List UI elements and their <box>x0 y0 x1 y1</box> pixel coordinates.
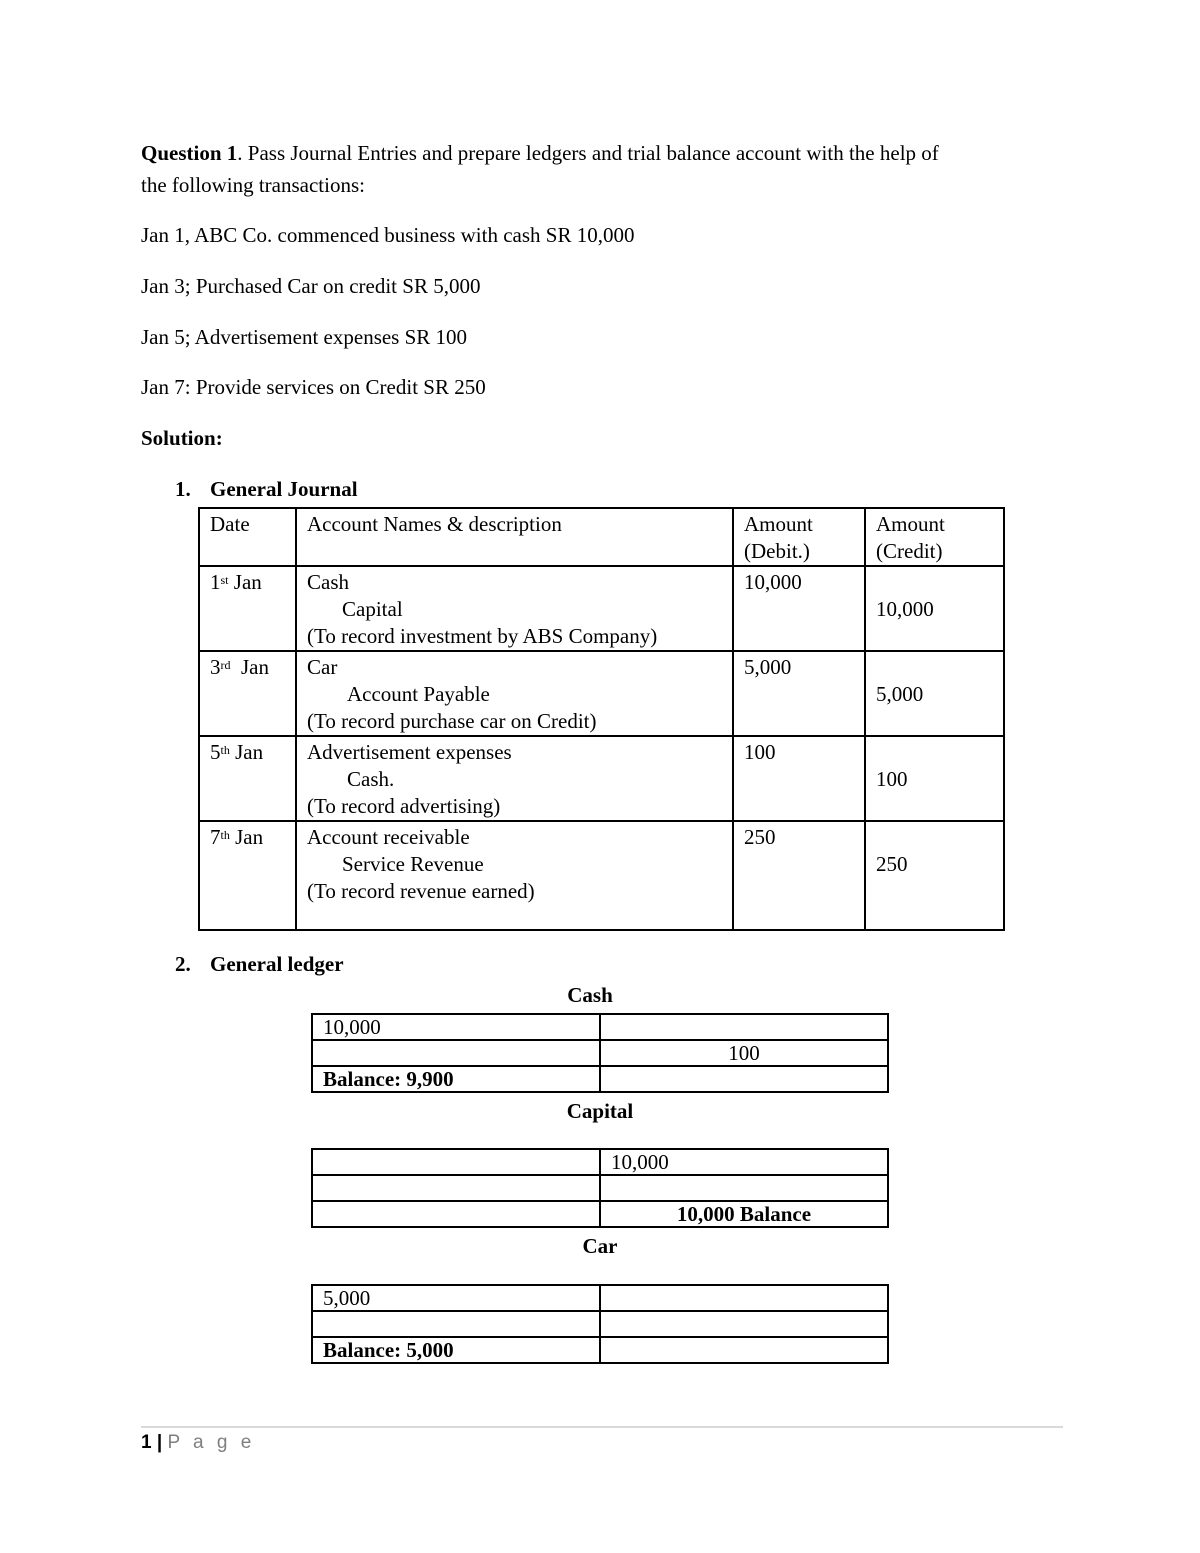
footer-divider <box>141 1426 1063 1428</box>
car-ledger-table <box>311 1284 889 1364</box>
entry-accounts <box>296 566 733 651</box>
entry-credit <box>865 566 1004 651</box>
cash-balance: Balance: 9,900 <box>312 1066 600 1092</box>
date-suffix: th <box>220 743 230 757</box>
col-date-header: Date <box>199 508 296 566</box>
debit-account: Advertisement expenses <box>307 740 512 764</box>
page-separator: | <box>151 1432 168 1453</box>
entry-date <box>199 651 296 736</box>
cash-credit-entry: 100 <box>600 1040 888 1066</box>
capital-debit-entry <box>312 1201 600 1227</box>
page-footer <box>141 1432 255 1454</box>
entry-credit <box>865 736 1004 821</box>
capital-debit-entry <box>312 1149 600 1175</box>
debit-account: Cash <box>307 570 349 594</box>
capital-ledger-title: Capital <box>566 1099 634 1123</box>
entry-credit <box>865 651 1004 736</box>
cash-credit-entry <box>600 1014 888 1040</box>
entry-memo: (To record purchase car on Credit) <box>307 709 597 733</box>
capital-credit-entry <box>600 1175 888 1201</box>
transaction-4: Jan 7: Provide services on Credit SR 250 <box>141 375 486 399</box>
car-ledger-title: Car <box>582 1234 618 1258</box>
col-debit-header <box>733 508 865 566</box>
cash-ledger-table <box>311 1013 889 1093</box>
transaction-3: Jan 5; Advertisement expenses SR 100 <box>141 325 468 349</box>
cash-credit-entry <box>600 1066 888 1092</box>
ledger-row <box>312 1311 888 1337</box>
date-day: 7 <box>210 825 221 849</box>
entry-memo: (To record revenue earned) <box>307 879 535 903</box>
ledger-row <box>312 1285 888 1311</box>
capital-debit-entry <box>312 1175 600 1201</box>
page-number: 1 <box>141 1432 152 1453</box>
journal-heading-text: General Journal <box>210 477 358 501</box>
journal-row <box>199 651 1004 736</box>
journal-row <box>199 566 1004 651</box>
credit-amount: 100 <box>876 767 908 791</box>
entry-accounts <box>296 651 733 736</box>
cash-debit-entry <box>312 1040 600 1066</box>
general-journal-table <box>198 507 1005 931</box>
ledger-row <box>312 1175 888 1201</box>
date-month: Jan <box>229 825 264 849</box>
credit-amount: 5,000 <box>876 682 924 706</box>
date-day: 5 <box>210 740 221 764</box>
entry-accounts <box>296 736 733 821</box>
capital-credit-entry: 10,000 <box>600 1149 888 1175</box>
ledger-row <box>312 1201 888 1227</box>
journal-header-row <box>199 508 1004 566</box>
ledger-row <box>312 1337 888 1363</box>
car-credit-entry <box>600 1311 888 1337</box>
col-credit-line2: (Credit) <box>876 539 943 563</box>
transaction-1: Jan 1, ABC Co. commenced business with cash SR 10,000 <box>141 223 635 247</box>
car-debit-entry: 5,000 <box>312 1285 600 1311</box>
question-text-2: the following transactions: <box>141 173 365 197</box>
entry-memo: (To record advertising) <box>307 794 501 818</box>
ledger-row <box>312 1040 888 1066</box>
ledger-heading-num: 2. <box>175 952 191 976</box>
journal-heading <box>175 477 358 502</box>
entry-debit: 100 <box>733 736 865 821</box>
car-balance: Balance: 5,000 <box>312 1337 600 1363</box>
question-line-1 <box>141 141 939 166</box>
cash-ledger-title: Cash <box>567 983 613 1007</box>
ledger-heading <box>175 952 344 977</box>
ledger-row <box>312 1066 888 1092</box>
entry-date <box>199 736 296 821</box>
page-label: P a g e <box>167 1432 256 1453</box>
car-credit-entry <box>600 1337 888 1363</box>
date-suffix: st <box>220 573 229 587</box>
debit-account: Account receivable <box>307 825 470 849</box>
col-debit-line1: Amount <box>744 512 813 536</box>
entry-debit: 250 <box>733 821 865 930</box>
car-debit-entry <box>312 1311 600 1337</box>
question-label: Question 1 <box>141 141 238 165</box>
ledger-heading-text: General ledger <box>210 952 344 976</box>
journal-row <box>199 821 1004 930</box>
question-text-1: . Pass Journal Entries and prepare ledgers and trial balance account with the help of <box>237 141 939 165</box>
date-suffix: th <box>220 828 230 842</box>
date-month: Jan <box>228 570 262 594</box>
entry-memo: (To record investment by ABS Company) <box>307 624 658 648</box>
date-day: 1 <box>210 570 221 594</box>
credit-account: Account Payable <box>347 682 490 706</box>
car-credit-entry <box>600 1285 888 1311</box>
transaction-2: Jan 3; Purchased Car on credit SR 5,000 <box>141 274 481 298</box>
journal-row <box>199 736 1004 821</box>
entry-date <box>199 821 296 930</box>
entry-credit <box>865 821 1004 930</box>
capital-ledger-table <box>311 1148 889 1228</box>
date-month: Jan <box>230 655 269 679</box>
date-day: 3 <box>210 655 221 679</box>
entry-date <box>199 566 296 651</box>
credit-amount: 250 <box>876 852 908 876</box>
entry-debit: 5,000 <box>733 651 865 736</box>
date-suffix: rd <box>220 658 231 672</box>
col-account-header: Account Names & description <box>296 508 733 566</box>
solution-label: Solution: <box>141 426 223 450</box>
col-credit-header <box>865 508 1004 566</box>
ledger-row <box>312 1149 888 1175</box>
entry-debit: 10,000 <box>733 566 865 651</box>
credit-amount: 10,000 <box>876 597 934 621</box>
debit-account: Car <box>307 655 338 679</box>
credit-account: Service Revenue <box>342 852 484 876</box>
journal-heading-num: 1. <box>175 477 191 501</box>
date-month: Jan <box>229 740 264 764</box>
cash-debit-entry: 10,000 <box>312 1014 600 1040</box>
credit-account: Cash. <box>347 767 395 791</box>
col-credit-line1: Amount <box>876 512 945 536</box>
credit-account: Capital <box>342 597 403 621</box>
capital-balance: 10,000 Balance <box>600 1201 888 1227</box>
col-debit-line2: (Debit.) <box>744 539 810 563</box>
entry-accounts <box>296 821 733 930</box>
ledger-row <box>312 1014 888 1040</box>
